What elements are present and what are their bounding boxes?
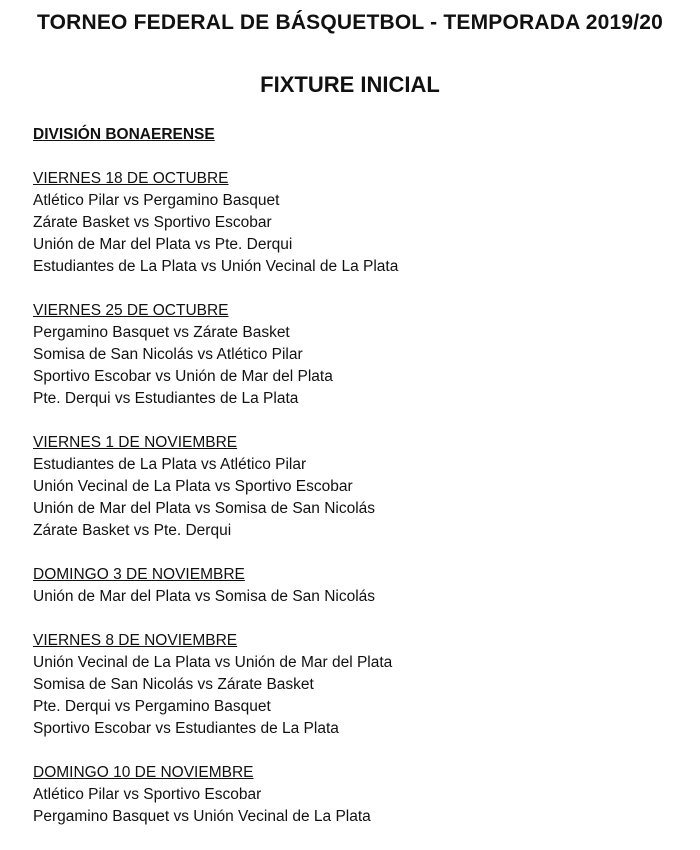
match-line: Pergamino Basquet vs Unión Vecinal de La Plata [33,808,371,825]
document-subtitle: FIXTURE INICIAL [260,72,440,97]
match-day-header: VIERNES 1 DE NOVIEMBRE [33,434,238,451]
match-line: Pte. Derqui vs Pergamino Basquet [33,698,271,715]
match-line: Sportivo Escobar vs Unión de Mar del Plata [33,368,333,385]
match-line: Unión Vecinal de La Plata vs Sportivo Escobar [33,478,353,495]
match-line: Somisa de San Nicolás vs Atlético Pilar [33,346,303,363]
match-day [33,564,673,608]
match-line: Zárate Basket vs Pte. Derqui [33,522,232,539]
match-day [33,762,673,828]
match-line: Estudiantes de La Plata vs Atlético Pilar [33,456,307,473]
match-line: Atlético Pilar vs Sportivo Escobar [33,786,262,803]
match-line: Unión de Mar del Plata vs Somisa de San Nicolás [33,588,376,605]
division-heading: DIVISIÓN BONAERENSE [33,126,215,143]
match-day [33,432,673,542]
document-title: TORNEO FEDERAL DE BÁSQUETBOL - TEMPORADA 2019/20 [36,11,664,34]
match-line: Pte. Derqui vs Estudiantes de La Plata [33,390,299,407]
match-day-header: VIERNES 25 DE OCTUBRE [33,302,229,319]
match-line: Unión de Mar del Plata vs Somisa de San Nicolás [33,500,376,517]
match-line: Sportivo Escobar vs Estudiantes de La Plata [33,720,339,737]
match-line: Unión de Mar del Plata vs Pte. Derqui [33,236,293,253]
match-day [33,630,673,740]
match-day-header: DOMINGO 10 DE NOVIEMBRE [33,764,254,781]
match-line: Estudiantes de La Plata vs Unión Vecinal de La Plata [33,258,399,275]
match-line: Zárate Basket vs Sportivo Escobar [33,214,272,231]
match-day [33,168,673,278]
match-line: Somisa de San Nicolás vs Zárate Basket [33,676,314,693]
match-line: Pergamino Basquet vs Zárate Basket [33,324,290,341]
match-day-header: VIERNES 8 DE NOVIEMBRE [33,632,238,649]
match-line: Unión Vecinal de La Plata vs Unión de Mar del Plata [33,654,393,671]
match-day-header: DOMINGO 3 DE NOVIEMBRE [33,566,245,583]
match-days-list [33,168,673,850]
match-day-header: VIERNES 18 DE OCTUBRE [33,170,229,187]
match-day [33,300,673,410]
match-line: Atlético Pilar vs Pergamino Basquet [33,192,280,209]
